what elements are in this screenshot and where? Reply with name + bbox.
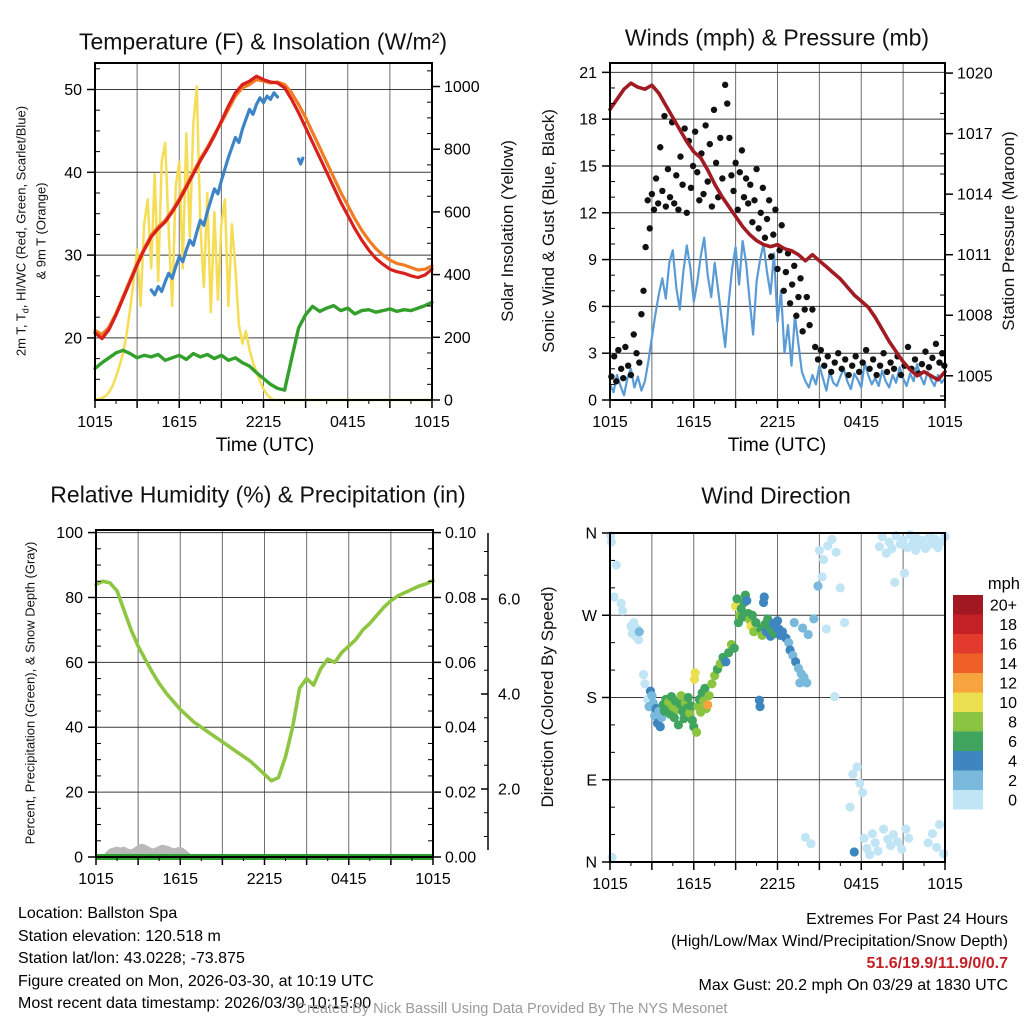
svg-text:6.0: 6.0 (498, 591, 521, 609)
station-elevation: Station elevation: 120.518 m (18, 927, 221, 945)
svg-text:1020: 1020 (957, 65, 993, 83)
svg-text:1015: 1015 (592, 876, 628, 893)
rh-axis-label: Percent, Precipitation (Green), & Snow Depth (Gray) (22, 541, 38, 845)
time-axis-label-right: Time (UTC) (727, 435, 827, 456)
svg-text:15: 15 (579, 158, 597, 176)
svg-text:N: N (585, 854, 597, 872)
svg-text:mph: mph (987, 575, 1020, 593)
svg-text:1015: 1015 (414, 414, 450, 431)
svg-text:1008: 1008 (957, 307, 993, 325)
svg-text:20+: 20+ (989, 597, 1017, 615)
svg-text:1015: 1015 (78, 871, 114, 888)
svg-text:0.02: 0.02 (445, 784, 477, 802)
svg-text:S: S (586, 690, 597, 707)
svg-text:800: 800 (444, 141, 471, 159)
svg-text:0: 0 (588, 392, 597, 410)
svg-text:30: 30 (64, 247, 82, 265)
wind-axis-label: Sonic Wind & Gust (Blue, Black) (539, 109, 558, 353)
svg-text:N: N (585, 525, 597, 543)
svg-text:6: 6 (588, 298, 597, 316)
svg-text:9: 9 (588, 252, 597, 270)
svg-text:1011: 1011 (957, 247, 992, 265)
svg-text:4.0: 4.0 (498, 686, 521, 704)
svg-text:60: 60 (65, 654, 83, 672)
svg-text:100: 100 (56, 525, 83, 543)
svg-text:0.10: 0.10 (445, 525, 477, 543)
time-axis-label-left: Time (UTC) (215, 435, 315, 456)
svg-text:1015: 1015 (415, 871, 451, 888)
temp-axis-label-post: , HI/WC (Red, Green, Scarlet/Blue) (13, 105, 29, 309)
svg-text:1000: 1000 (444, 79, 480, 97)
svg-text:16: 16 (999, 636, 1017, 654)
pressure-axis-label: Station Pressure (Maroon) (999, 131, 1018, 331)
svg-text:12: 12 (999, 675, 1017, 693)
svg-text:40: 40 (64, 164, 82, 182)
svg-text:2215: 2215 (245, 414, 282, 431)
svg-text:1017: 1017 (957, 126, 993, 144)
svg-text:0415: 0415 (843, 414, 880, 431)
svg-text:12: 12 (579, 205, 597, 223)
chart-title-wind-direction: Wind Direction (701, 482, 851, 509)
svg-text:0: 0 (1008, 792, 1017, 810)
figure-created: Figure created on Mon, 2026-03-30, at 10:19 UTC (18, 972, 374, 990)
svg-text:1615: 1615 (675, 414, 712, 431)
svg-text:0.06: 0.06 (445, 654, 477, 672)
svg-text:50: 50 (64, 81, 82, 99)
temp-axis-label-sub: d (20, 308, 31, 314)
svg-text:0415: 0415 (843, 876, 880, 893)
svg-text:200: 200 (444, 329, 471, 347)
insolation-axis-label: Solar Insolation (Yellow) (498, 140, 517, 322)
svg-text:0: 0 (444, 392, 453, 410)
svg-text:0415: 0415 (330, 871, 367, 888)
svg-text:20: 20 (65, 784, 83, 802)
temp-axis-label-pre: 2m T, T (13, 313, 29, 357)
direction-axis-label: Direction (Colored By Speed) (538, 586, 557, 808)
svg-text:400: 400 (444, 267, 471, 285)
svg-text:0: 0 (74, 849, 83, 867)
svg-text:1015: 1015 (927, 414, 963, 431)
temp-axis-label-line2: & 9m T (Orange) (33, 182, 49, 280)
max-gust: Max Gust: 20.2 mph On 03/29 at 1830 UTC (698, 977, 1008, 994)
svg-text:2215: 2215 (246, 871, 283, 888)
svg-text:1014: 1014 (957, 186, 993, 204)
svg-text:4: 4 (1008, 753, 1017, 771)
extremes-subtitle: (High/Low/Max Wind/Precipitation/Snow Depth) (670, 933, 1008, 950)
svg-text:18: 18 (579, 111, 597, 129)
svg-text:2.0: 2.0 (498, 781, 521, 799)
svg-text:1015: 1015 (592, 414, 628, 431)
svg-text:0415: 0415 (329, 414, 366, 431)
station-location: Location: Ballston Spa (18, 905, 178, 922)
chart-title-rh-precip: Relative Humidity (%) & Precipitation (in) (50, 481, 466, 508)
svg-text:0.00: 0.00 (445, 849, 477, 867)
svg-text:1615: 1615 (161, 414, 198, 431)
svg-text:0.04: 0.04 (445, 719, 477, 737)
svg-text:1015: 1015 (77, 414, 113, 431)
svg-text:14: 14 (999, 655, 1017, 673)
svg-text:W: W (581, 607, 597, 625)
chart-title-winds-pressure: Winds (mph) & Pressure (mb) (624, 24, 930, 51)
svg-text:2215: 2215 (759, 414, 796, 431)
svg-text:40: 40 (65, 719, 83, 737)
svg-text:8: 8 (1008, 714, 1017, 732)
svg-text:E: E (586, 772, 597, 790)
chart-title-temp-insolation: Temperature (F) & Insolation (W/m²) (78, 28, 448, 55)
svg-text:1615: 1615 (162, 871, 199, 888)
svg-text:2: 2 (1008, 772, 1017, 790)
svg-text:1015: 1015 (927, 876, 963, 893)
extremes-values: 51.6/19.9/11.9/0/0.7 (866, 955, 1008, 972)
svg-text:1615: 1615 (675, 876, 712, 893)
station-info (18, 903, 374, 1016)
svg-text:20: 20 (64, 330, 82, 348)
svg-text:2215: 2215 (759, 876, 796, 893)
svg-text:600: 600 (444, 204, 471, 222)
svg-text:80: 80 (65, 589, 83, 607)
svg-text:3: 3 (588, 345, 597, 363)
svg-text:0.08: 0.08 (445, 589, 477, 607)
svg-text:18: 18 (999, 616, 1017, 634)
temp-left-axis-label (14, 106, 49, 356)
extremes-title: Extremes For Past 24 Hours (806, 911, 1008, 928)
station-latlon: Station lat/lon: 43.0228; -73.875 (18, 950, 245, 967)
credit-line: Created By Nick Bassill Using Data Provided By The NYS Mesonet (296, 1001, 728, 1017)
svg-text:21: 21 (579, 64, 597, 82)
extremes-block (671, 909, 1008, 997)
svg-text:6: 6 (1008, 733, 1017, 751)
svg-text:10: 10 (999, 694, 1017, 712)
data-timestamp: Most recent data timestamp: 2026/03/30 10:15:00 (18, 995, 372, 1012)
svg-text:1005: 1005 (957, 368, 993, 386)
